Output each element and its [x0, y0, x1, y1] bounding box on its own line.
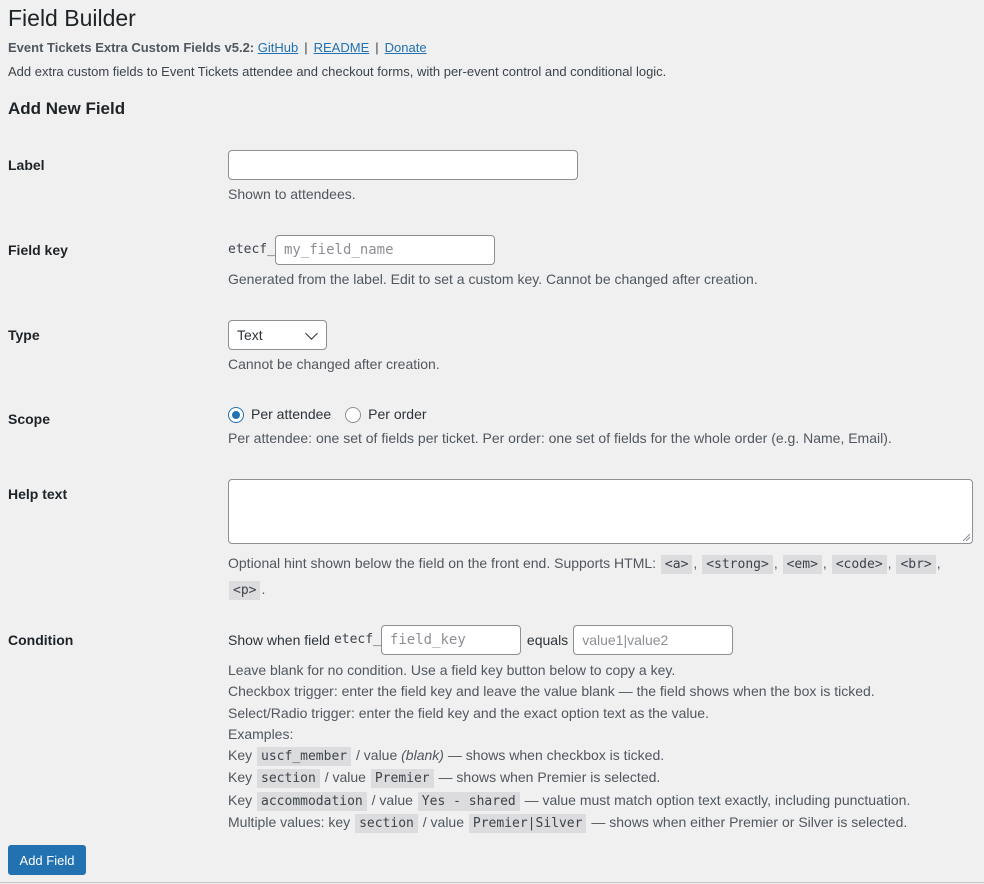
- plugin-description: Add extra custom fields to Event Tickets attendee and checkout forms, with per-event control and conditional logic.: [8, 64, 667, 79]
- label-field: [228, 150, 578, 205]
- example-4: [228, 812, 910, 834]
- tag-br: <br>: [896, 555, 935, 574]
- example-2: [228, 767, 910, 789]
- example-key: uscf_member: [257, 747, 351, 766]
- equals-label: equals: [526, 631, 569, 648]
- example-key: accommodation: [257, 792, 367, 811]
- radio-checked-icon[interactable]: [228, 407, 244, 423]
- page-title: Field Builder: [8, 5, 136, 31]
- example-text: Key: [228, 747, 253, 764]
- comma: ,: [822, 555, 827, 571]
- key-field: [228, 235, 758, 290]
- donate-link[interactable]: Donate: [384, 40, 427, 55]
- key-hint: Generated from the label. Edit to set a custom key. Cannot be changed after creation.: [228, 271, 758, 287]
- example-value: Premier|Silver: [469, 814, 587, 833]
- example-text: — shows when Premier is selected.: [438, 769, 661, 786]
- condition-line: Checkbox trigger: enter the field key and leave the value blank — the field shows when the box is ticked.: [228, 683, 875, 700]
- type-field: [228, 320, 440, 375]
- comma: ,: [936, 555, 941, 571]
- help-text-textarea[interactable]: [228, 479, 973, 544]
- example-text: — shows when either Premier or Silver is selected.: [591, 814, 908, 831]
- example-text: / value: [422, 814, 464, 831]
- scope-option-per-order[interactable]: [345, 404, 426, 425]
- chevron-down-icon: [305, 327, 318, 340]
- condition-field: [228, 625, 910, 834]
- tag-em: <em>: [783, 555, 822, 574]
- tag-strong: <strong>: [702, 555, 773, 574]
- type-select[interactable]: [228, 320, 327, 350]
- type-hint: Cannot be changed after creation.: [228, 356, 440, 372]
- period: .: [261, 581, 266, 597]
- examples-label: Examples:: [228, 725, 294, 742]
- help-hint: [228, 551, 978, 603]
- condition-line: Leave blank for no condition. Use a field key button below to copy a key.: [228, 662, 676, 678]
- example-text: / value: [356, 747, 398, 764]
- example-value: (blank): [401, 747, 444, 764]
- type-selected-value: Text: [237, 326, 263, 343]
- readme-link[interactable]: README: [313, 40, 370, 55]
- condition-row-label: Condition: [8, 632, 74, 648]
- divider: [0, 882, 984, 883]
- scope-option-label: Per order: [368, 406, 427, 422]
- example-text: / value: [324, 769, 366, 786]
- help-field: [228, 479, 978, 603]
- example-value: Premier: [371, 769, 434, 788]
- tag-a: <a>: [661, 555, 692, 574]
- scope-field: [228, 404, 892, 449]
- example-text: / value: [371, 791, 413, 808]
- add-field-button[interactable]: Add Field: [8, 845, 86, 875]
- key-prefix: etecf_: [228, 242, 275, 258]
- resize-handle-icon[interactable]: [962, 533, 970, 541]
- github-link[interactable]: GitHub: [257, 40, 299, 55]
- plugin-meta: [8, 39, 427, 57]
- example-text: Multiple values: key: [228, 814, 351, 831]
- condition-line: Select/Radio trigger: enter the field key and the exact option text as the value.: [228, 704, 709, 721]
- comma: ,: [693, 555, 698, 571]
- condition-prefix: etecf_: [333, 632, 381, 648]
- key-row-label: Field key: [8, 242, 68, 258]
- plugin-name: Event Tickets Extra Custom Fields v5.2:: [8, 40, 255, 55]
- label-input[interactable]: [228, 150, 578, 180]
- help-hint-text: Optional hint shown below the field on the front end. Supports HTML:: [228, 555, 657, 571]
- separator: |: [304, 40, 308, 55]
- radio-unchecked-icon[interactable]: [345, 407, 361, 423]
- condition-help: [228, 660, 910, 834]
- condition-key-input[interactable]: [381, 625, 521, 655]
- field-key-input[interactable]: [275, 235, 495, 265]
- type-row-label: Type: [8, 327, 40, 343]
- scope-option-label: Per attendee: [251, 406, 332, 422]
- example-text: Key: [228, 769, 253, 786]
- comma: ,: [887, 555, 892, 571]
- scope-hint: Per attendee: one set of fields per ticket. Per order: one set of fields for the whole order (e.g. Name, Email).: [228, 430, 892, 446]
- example-3: [228, 790, 910, 812]
- help-row-label: Help text: [8, 486, 68, 502]
- scope-option-per-attendee[interactable]: [228, 404, 331, 425]
- condition-value-input[interactable]: [573, 625, 733, 655]
- example-key: section: [355, 814, 418, 833]
- section-title: Add New Field: [8, 99, 126, 118]
- tag-p: <p>: [229, 581, 260, 600]
- scope-row-label: Scope: [8, 411, 51, 427]
- example-value: Yes - shared: [418, 792, 520, 811]
- tag-code: <code>: [832, 555, 887, 574]
- comma: ,: [773, 555, 778, 571]
- example-text: — shows when checkbox is ticked.: [447, 747, 665, 764]
- example-text: — value must match option text exactly, including punctuation.: [524, 791, 911, 808]
- show-when-label: Show when field: [228, 631, 330, 648]
- label-row-label: Label: [8, 157, 45, 173]
- separator: |: [375, 40, 379, 55]
- example-key: section: [257, 769, 320, 788]
- label-hint: Shown to attendees.: [228, 186, 356, 202]
- example-1: [228, 745, 910, 767]
- example-text: Key: [228, 791, 253, 808]
